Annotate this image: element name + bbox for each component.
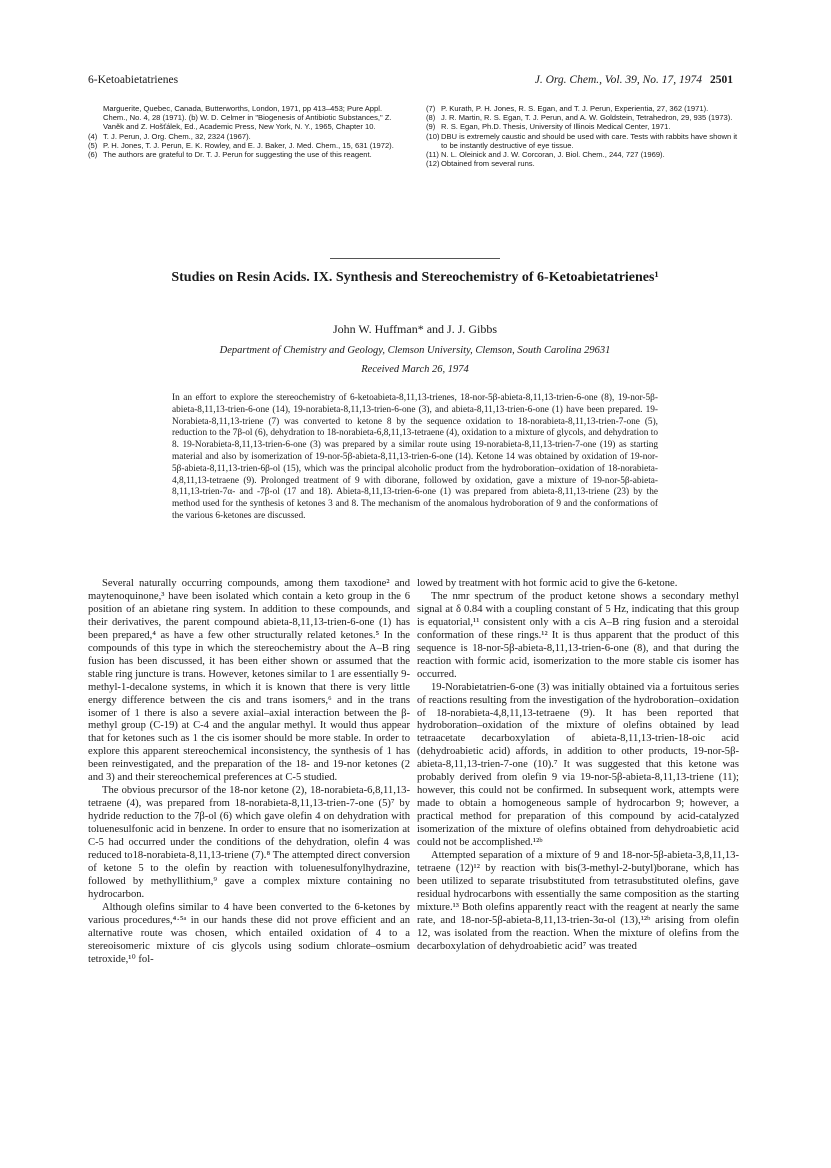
footnote	[426, 150, 740, 159]
article-authors: John W. Huffman* and J. J. Gibbs	[332, 322, 498, 336]
footnote-number: (10)	[426, 131, 440, 141]
running-title: 6-Ketoabietatrienes	[88, 74, 179, 86]
section-divider	[330, 258, 500, 259]
footnotes-left	[88, 104, 400, 159]
footnotes-right	[426, 104, 740, 168]
footnote-number: (12)	[426, 159, 440, 169]
footnote	[88, 141, 400, 150]
footnote	[426, 132, 740, 150]
footnote-text: Marguerite, Quebec, Canada, Butterworths, London, 1971, pp 413–453; Pure Appl. Chem., No. 4, 28 (1971). (b) W. D. Celmer in "Biogenesis of Antibiotic Substances," Z. Vaněk and Z. Hošťálek, Ed., Academic Press, New York, N. Y., 1965, Chapter 10.	[103, 104, 392, 132]
footnote-text: Obtained from several runs.	[441, 159, 535, 169]
body-paragraph: The nmr spectrum of the product ketone shows a secondary methyl signal at δ 0.84 with a coupling constant of 5 Hz, indicating that this group is equatorial,¹¹ consistent only with a cis A–B ring fusion and a steroidal conformation of these rings.¹² It is thus apparent that the product of this sequence is 18-nor-5β-abieta-8,11,13-trien-6-one (8), and that during the reaction with formic acid, isomerization to the more stable cis isomer has occurred.	[417, 590, 739, 680]
footnote-number: (6)	[88, 150, 98, 160]
footnote	[88, 132, 400, 141]
abstract: In an effort to explore the stereochemistry of 6-ketoabieta-8,11,13-trienes, 18-nor-5β-abieta-8,11,13-trien-6-one (8), 19-nor-5β-abieta-8,11,13-trien-6-one (14), 19-norabieta-8,11,13-trien-6-one (3), and abieta-8,11,13-trien-6-one (1) have been prepared. 19-Norabieta-8,11,13-triene (7) was converted to ketone 8 by the sequence oxidation to 18-norabieta-8,11,13-trien-7-one (5), reduction to the 7β-ol (6), dehydration to 18-norabieta-6,8,11,13-tetraene (4), oxidation to a mixture of glycols, and dehydration to 8. 19-Norabieta-8,11,13-trien-6-one (3) was prepared by a similar route using 19-norabieta-8,11,13-trien-7-one (19) as starting material and also by isomerization of 19-nor-5β-abieta-8,11,13-trien-6-one (14). Ketone 14 was obtained by oxidation of 19-nor-5β-abieta-8,11,13-trien-6β-ol (15), which was the principal alcoholic product from the hydroboration–oxidation of 18-norabieta-4,8,11,13-tetraene (9). Prolonged treatment of 9 with diborane, followed by oxidation, gave a mixture of 19-nor-5β-abieta-8,11,13-trien-7α- and -7β-ol (17 and 18). Abieta-8,11,13-trien-6-one (1) was prepared from abieta-8,11,13-triene (23) by the method used for the synthesis of ketones 3 and 8. The mechanism of the anomalous hydroboration of 9 and the conformations of the various 6-ketones are discussed.	[172, 393, 658, 521]
footnote	[88, 104, 400, 132]
footnote-number: (5)	[88, 140, 98, 150]
footnote	[426, 113, 740, 122]
journal-name: J. Org. Chem., Vol. 39, No. 17, 1974	[534, 74, 702, 86]
footnote-text: N. L. Oleinick and J. W. Corcoran, J. Biol. Chem., 244, 727 (1969).	[441, 150, 665, 160]
footnote-text: The authors are grateful to Dr. T. J. Perun for suggesting the use of this reagent.	[103, 150, 372, 160]
body-paragraph: Several naturally occurring compounds, among them taxodione² and maytenoquinone,³ have been isolated which contain a keto group in the 6 position of an abietane ring system. In addition to these compounds, and their derivatives, the parent compound abieta-8,11,13-trien-6-one (1) has been prepared,⁴ as have a few other structurally related ketones.⁵ In the compounds of this type in which the stereochemistry about the A–B ring fusion has been discussed, it has been either shown or assumed that the stable ring juncture is trans. However, ketones similar to 1 are essentially 9-methyl-1-decalone systems, in which it is known that there is very little energy difference between the cis and trans isomers,⁶ and in the trans isomer of 1 there is also a severe axial–axial interaction between the β-methyl group (C-19) at C-4 and the angular methyl. It would thus appear that for ketones such as 1 the cis isomer should be more stable. In order to explore this apparent stereochemical inconsistency, the synthesis of 1 has been reinvestigated, and the preparation of the 18- and 19-nor ketones (2 and 3) and their stereochemical preferences at C-5 studied.	[88, 578, 410, 784]
footnote-text: DBU is extremely caustic and should be used with care. Tests with rabbits have shown it to be instantly destructive of eye tissue.	[441, 131, 738, 150]
footnote-text: J. R. Martin, R. S. Egan, T. J. Perun, and A. W. Goldstein, Tetrahedron, 29, 935 (1973).	[441, 113, 733, 123]
body-column-left	[88, 578, 410, 967]
received-date: Received March 26, 1974	[361, 364, 469, 375]
footnote-text: T. J. Perun, J. Org. Chem., 32, 2324 (1967).	[103, 131, 251, 141]
footnote-number: (9)	[426, 122, 436, 132]
footnote	[426, 104, 740, 113]
body-paragraph: 19-Norabietatrien-6-one (3) was initially obtained via a fortuitous series of reactions resulting from the investigation of the hydroboration–oxidation of 18-norabieta-4,8,11,13-tetraene (9). It has been reported that hydroboration–oxidation of the mixture of olefins obtained by lead tetraacetate decarboxylation of abieta-8,11,13-trien-18-oic acid (dehydroabietic acid) affords, in addition to other products, 19-nor-5β-abieta-8,11,13-trien-7-one (10).⁷ It was suggested that this ketone was probably derived from olefin 9 via 19-nor-5β-abieta-8,11,13-triene (11); however, this could not be confirmed. In subsequent work, attempts were made to obtain a homogeneous sample of hydrocarbon 9; however, a practical method for preparation of this compound by acid-catalyzed isomerization of the mixture of olefins obtained from dehydroabietic acid could not be accomplished.¹²ᵇ	[417, 681, 739, 849]
footnote-text: R. S. Egan, Ph.D. Thesis, University of Illinois Medical Center, 1971.	[441, 122, 671, 132]
body-column-right	[417, 578, 739, 954]
body-paragraph: lowed by treatment with hot formic acid to give the 6-ketone.	[417, 578, 678, 589]
body-paragraph: The obvious precursor of the 18-nor ketone (2), 18-norabieta-6,8,11,13-tetraene (4), was prepared from 18-norabieta-8,11,13-trien-7-one (5)⁷ by hydride reduction to the 7β-ol (6) which gave olefin 4 on dehydration with toluenesulfonic acid in benzene. In order to ensure that no isomerization at C-5 had occurred under the conditions of the dehydration, olefin 4 was reduced to18-norabieta-8,11,13-triene (7).⁸ The attempted direct conversion of ketone 5 to the olefin by reaction with toluenesulfonylhydrazine, followed by methyllithium,⁹ gave a complex mixture containing no hydrocarbon.	[88, 785, 410, 900]
footnote	[426, 122, 740, 131]
footnote	[88, 150, 400, 159]
footnote-number: (8)	[426, 113, 436, 123]
footnote	[426, 159, 740, 168]
journal-citation	[535, 74, 733, 86]
author-affiliation: Department of Chemistry and Geology, Clemson University, Clemson, South Carolina 29631	[219, 345, 611, 356]
footnote-number: (11)	[426, 150, 439, 160]
body-paragraph: Although olefins similar to 4 have been converted to the 6-ketones by various procedures,⁴·⁵ᵃ in our hands these did not prove efficient and an alternative route was chosen, which entailed oxidation of 4 to a stereoisomeric mixture of cis glycols using sodium chlorate–osmium tetroxide,¹⁰ fol-	[88, 901, 410, 965]
article-title: Studies on Resin Acids. IX. Synthesis and Stereochemistry of 6-Ketoabietatrienes¹	[171, 270, 659, 285]
footnote-number: (4)	[88, 131, 98, 141]
footnote-text: P. H. Jones, T. J. Perun, E. K. Rowley, and E. J. Baker, J. Med. Chem., 15, 631 (1972).	[103, 140, 394, 150]
body-paragraph: Attempted separation of a mixture of 9 and 18-nor-5β-abieta-3,8,11,13-tetraene (12)¹² by reaction with bis(3-methyl-2-butyl)borane, which has been utilized to separate trisubstituted from tetrasubstituted olefins, gave residual hydrocarbons with essentially the same composition as the starting mixture.¹³ Both olefins apparently react with the reagent at nearly the same rate, and 18-nor-5β-abieta-8,11,13-trien-3α-ol (13),¹²ᵇ arising from olefin 12, was isolated from the reaction. When the mixture of olefins from the decarboxylation of dehydroabietic acid⁷ was treated	[417, 850, 739, 952]
footnote-text: P. Kurath, P. H. Jones, R. S. Egan, and T. J. Perun, Experientia, 27, 362 (1971).	[441, 104, 709, 113]
page-number: 2501	[710, 74, 733, 86]
footnote-number	[88, 104, 103, 132]
footnote-number: (7)	[426, 104, 436, 113]
